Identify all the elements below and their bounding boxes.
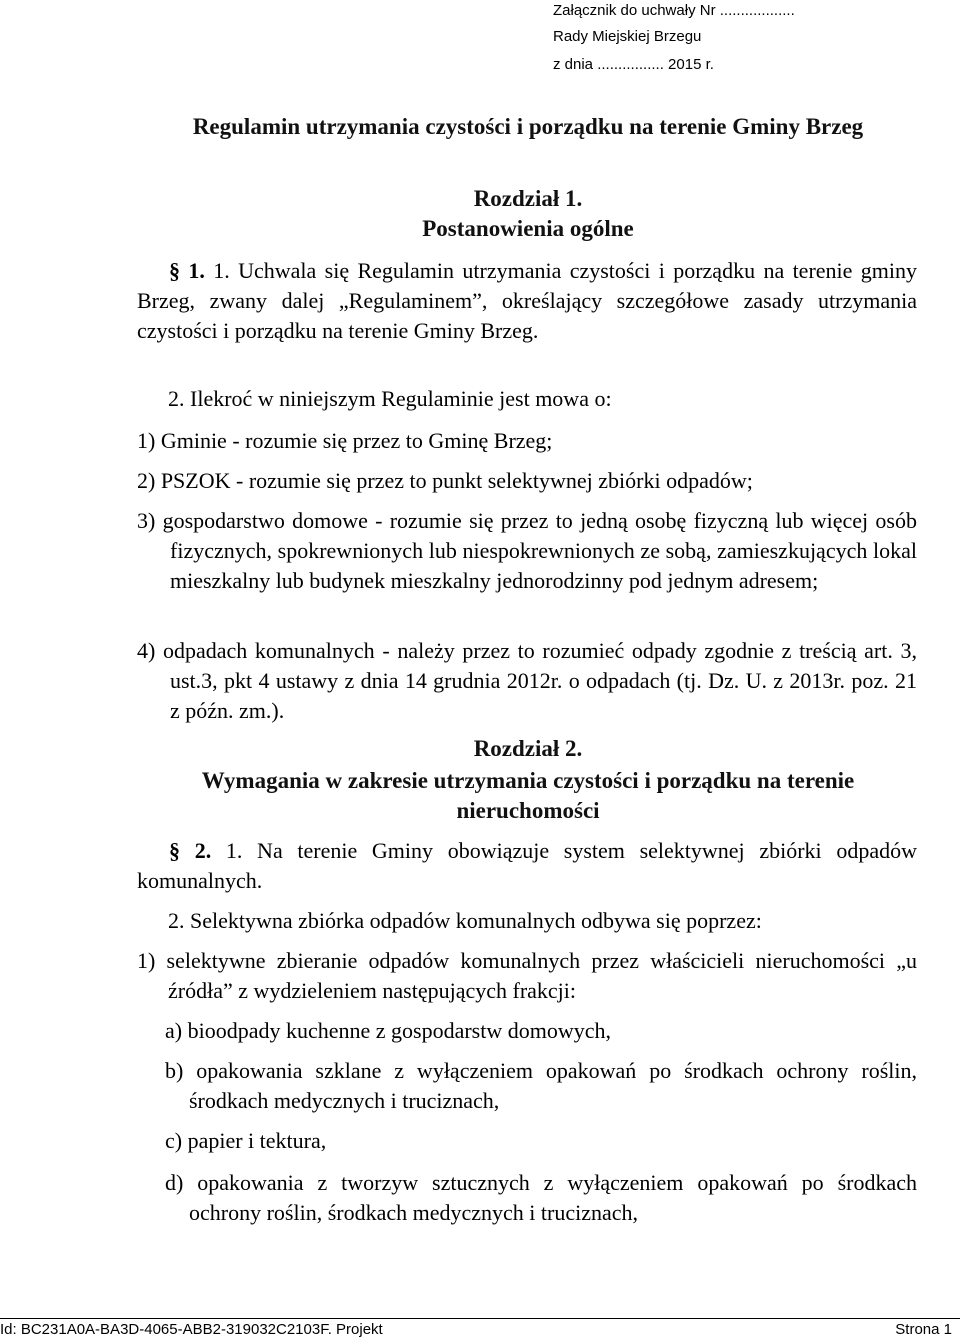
- attachment-header-line1: Załącznik do uchwały Nr ..................: [553, 2, 795, 19]
- para2-symbol: §: [169, 838, 180, 863]
- footer-document-id: Id: BC231A0A-BA3D-4065-ABB2-319032C2103F. Projekt: [0, 1321, 383, 1338]
- para2-point1: 1. Na terenie Gminy obowiązuje system selektywnej zbiórki odpadów komunalnych.: [137, 838, 918, 893]
- para1-section1: [137, 256, 917, 346]
- para1-item-2: 2) PSZOK - rozumie się przez to punkt selektywnej zbiórki odpadów;: [137, 468, 753, 493]
- para2-subitem-b: b) opakowania szklane z wyłączeniem opakowań po środkach ochrony roślin, środkach medycznych i truciznach,: [165, 1058, 917, 1113]
- chapter1-label: Rozdział 1.: [473, 186, 583, 211]
- chapter1-name: Postanowienia ogólne: [422, 216, 634, 241]
- para2-subitem-c: c) papier i tektura,: [165, 1128, 327, 1153]
- footer-divider: [0, 1318, 960, 1319]
- para2-number: 2.: [194, 838, 212, 863]
- para2-subitem-a: a) bioodpady kuchenne z gospodarstw domowych,: [165, 1018, 612, 1043]
- para1-point1-number: 1.: [213, 258, 230, 283]
- para1-symbol: §: [169, 258, 180, 283]
- attachment-header-line2: Rady Miejskiej Brzegu: [553, 28, 702, 45]
- chapter2-name: Wymagania w zakresie utrzymania czystości i porządku na terenie nieruchomości: [201, 768, 855, 823]
- footer-page-number: Strona 1: [895, 1321, 952, 1338]
- para1-item-1: 1) Gminie - rozumie się przez to Gminę Brzeg;: [137, 428, 553, 453]
- para2-subitem-d: d) opakowania z tworzyw sztucznych z wyłączeniem opakowań po środkach ochrony roślin, środkach medycznych i truciznach,: [165, 1170, 917, 1225]
- para1-number: 1.: [188, 258, 205, 283]
- para2-item-1: 1) selektywne zbieranie odpadów komunalnych przez właścicieli nieruchomości „u źródła” z wydzieleniem następujących frakcji:: [137, 948, 917, 1003]
- para1-point1-text: Uchwala się Regulamin utrzymania czystości i porządku na terenie gminy Brzeg, zwany dalej „Regulaminem”, określający szczegółowe zasady utrzymania czystości i porządku na terenie Gminy Brzeg.: [137, 258, 918, 343]
- para1-item-3: 3) gospodarstwo domowe - rozumie się przez to jedną osobę fizyczną lub więcej osób fizycznych, spokrewnionych lub niespokrewnionych ze sobą, zamieszkujących lokal mieszkalny lub budynek mieszkalny jednorodzinny pod jednym adresem;: [137, 508, 917, 593]
- para2-point2: 2. Selektywna zbiórka odpadów komunalnych odbywa się poprzez:: [168, 908, 762, 933]
- chapter2-label: Rozdział 2.: [473, 736, 583, 761]
- para2-section1: [137, 836, 917, 896]
- para1-item-4: 4) odpadach komunalnych - należy przez to rozumieć odpady zgodnie z treścią art. 3, ust.3, pkt 4 ustawy z dnia 14 grudnia 2012r. o odpadach (tj. Dz. U. z 2013r. poz. 21 z późn. zm.).: [137, 638, 917, 723]
- document-title: Regulamin utrzymania czystości i porządku na terenie Gminy Brzeg: [192, 114, 864, 139]
- para1-point2: 2. Ilekroć w niniejszym Regulaminie jest mowa o:: [168, 386, 612, 411]
- attachment-header-line3: z dnia ................ 2015 r.: [553, 56, 714, 73]
